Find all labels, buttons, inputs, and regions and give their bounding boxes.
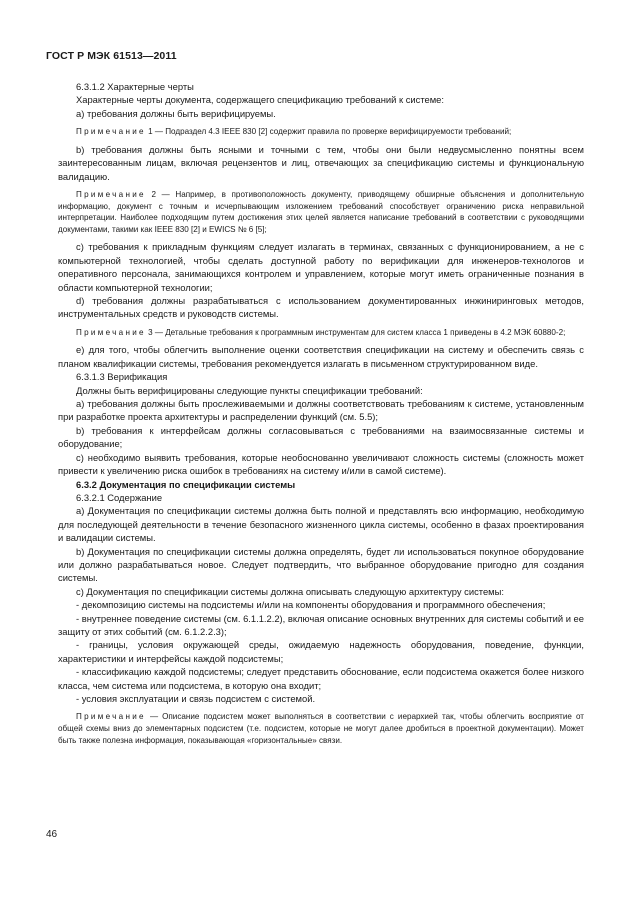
body-paragraph: b) требования к интерфейсам должны согласовываться с требованиями на взаимосвязанные системы и оборудование;: [58, 424, 584, 450]
body-paragraph: Должны быть верифицированы следующие пункты спецификации требований:: [76, 384, 423, 396]
note-paragraph: [58, 711, 584, 746]
body-paragraph: - границы, условия окружающей среды, ожидаемую надежность оборудования, поведение, функции, характеристики и интерфейсы каждой подсистемы;: [58, 639, 584, 664]
body-paragraph: с) Документация по спецификации системы должна описывать следующую архитектуру системы:: [76, 585, 504, 597]
body-paragraph: - декомпозицию системы на подсистемы и/или на компоненты оборудования и программного обеспечения;: [76, 599, 546, 611]
document-header: ГОСТ Р МЭК 61513—2011: [46, 50, 177, 62]
page-number: 46: [46, 829, 58, 840]
note-text: — Описание подсистем может выполняться в соответствии с иерархией так, чтобы облегчить восприятие от общей схемы вниз до элементарных подсистем (т.е. подсистем, которые не могут далее дробиться в проектной документации). Может быть также полезна информация, показывающая «горизонтальные» связи.: [58, 712, 584, 745]
note-paragraph: [58, 126, 584, 138]
note-paragraph: [58, 189, 584, 235]
note-label: Примечание: [76, 327, 146, 337]
note-text: 3 — Детальные требования к программным инструментам для систем класса 1 приведены в 4.2 МЭК 60880-2;: [145, 327, 566, 337]
note-label: Примечание: [76, 712, 146, 722]
body-paragraph: - классификацию каждой подсистемы; следует представить обоснование, если подсистема окажется более низкого класса, чем система или подсистема, в которую она входит;: [58, 666, 584, 691]
body-paragraph: 6.3.1.2 Характерные черты: [76, 81, 194, 92]
body-paragraph: а) Документация по спецификации системы должна быть полной и представлять всю информацию, необходимую для последующей деятельности в течение безопасного жизненного цикла системы, особенно в фазах проектирования и валидации системы.: [58, 505, 584, 544]
body-paragraph: b) требования должны быть ясными и точными с тем, чтобы они были недвусмысленно понятны всем заинтересованным лицам, включая рецензентов и лиц, отвечающих за спецификацию системы и функциональную валидацию.: [58, 143, 584, 182]
body-paragraph: 6.3.1.3 Верификация: [76, 371, 168, 383]
note-label: Примечание: [76, 190, 146, 200]
note-text: 2 — Например, в противоположность документу, приводящему обширные объяснения и дополнительную информацию, документ с точным и исчерпывающим изложением требований способствует ограничению риска неправильной интерпретации. Наиболее подходящим путем достижения этих целей является написание требований в соответствии с руководящими документами, такими как IEEE 830 [2] и EWICS № 6 [5];: [58, 190, 584, 234]
body-paragraph: - внутреннее поведение системы (см. 6.1.1.2.2), включая описание основных внутренних для системы событий и ее защиту от этих событий (см. 6.1.2.2.3);: [58, 612, 584, 637]
body-paragraph: - условия эксплуатации и связь подсистем с системой.: [76, 693, 316, 704]
body-paragraph: 6.3.2.1 Содержание: [76, 491, 163, 503]
note-text: 1 — Подраздел 4.3 IEEE 830 [2] содержит правила по проверке верифицируемости требований;: [145, 127, 512, 137]
body-paragraph: d) требования должны разрабатываться с использованием документированных инжиниринговых методов, инструментальных средств и руководств системы.: [58, 295, 584, 320]
body-paragraph: b) Документация по спецификации системы должна определять, будет ли использоваться покупное оборудование или должно разрабатываться новое. Следует подтвердить, что выбранное оборудование пригодно для создания системы.: [58, 545, 584, 584]
body-paragraph: с) необходимо выявить требования, которые необоснованно увеличивают сложность системы (сложность может привести к увеличению риска ошибок в требованиях на систему и/или в самой системе).: [58, 451, 584, 477]
document-body: [58, 80, 584, 751]
body-paragraph: а) требования должны быть верифицируемы.: [76, 107, 276, 119]
note-paragraph: [58, 327, 584, 339]
body-paragraph: е) для того, чтобы облегчить выполнение оценки соответствия спецификации на систему и обеспечить связь с планом квалификации системы, требования рекомендуется излагать в письменном структурированном виде.: [58, 344, 584, 369]
body-paragraph: а) требования должны быть прослеживаемыми и должны соответствовать требованиям к системе, установленным при разработке проекта архитектуры и распределении функций (см. 5.5);: [58, 398, 584, 423]
section-heading: 6.3.2 Документация по спецификации системы: [76, 478, 296, 490]
body-paragraph: Характерные черты документа, содержащего спецификацию требований к системе:: [76, 94, 444, 106]
note-label: Примечание: [76, 127, 146, 137]
body-paragraph: с) требования к прикладным функциям следует излагать в терминах, связанных с функционированием, а не с компьютерной технологией, чтобы сделать доступной работу по верификации для инженеров-технологов и оперативного персонала, занимающихся контролем и управлением, которые могут иметь ограниченные познания в области компьютерной технологии;: [58, 241, 584, 293]
